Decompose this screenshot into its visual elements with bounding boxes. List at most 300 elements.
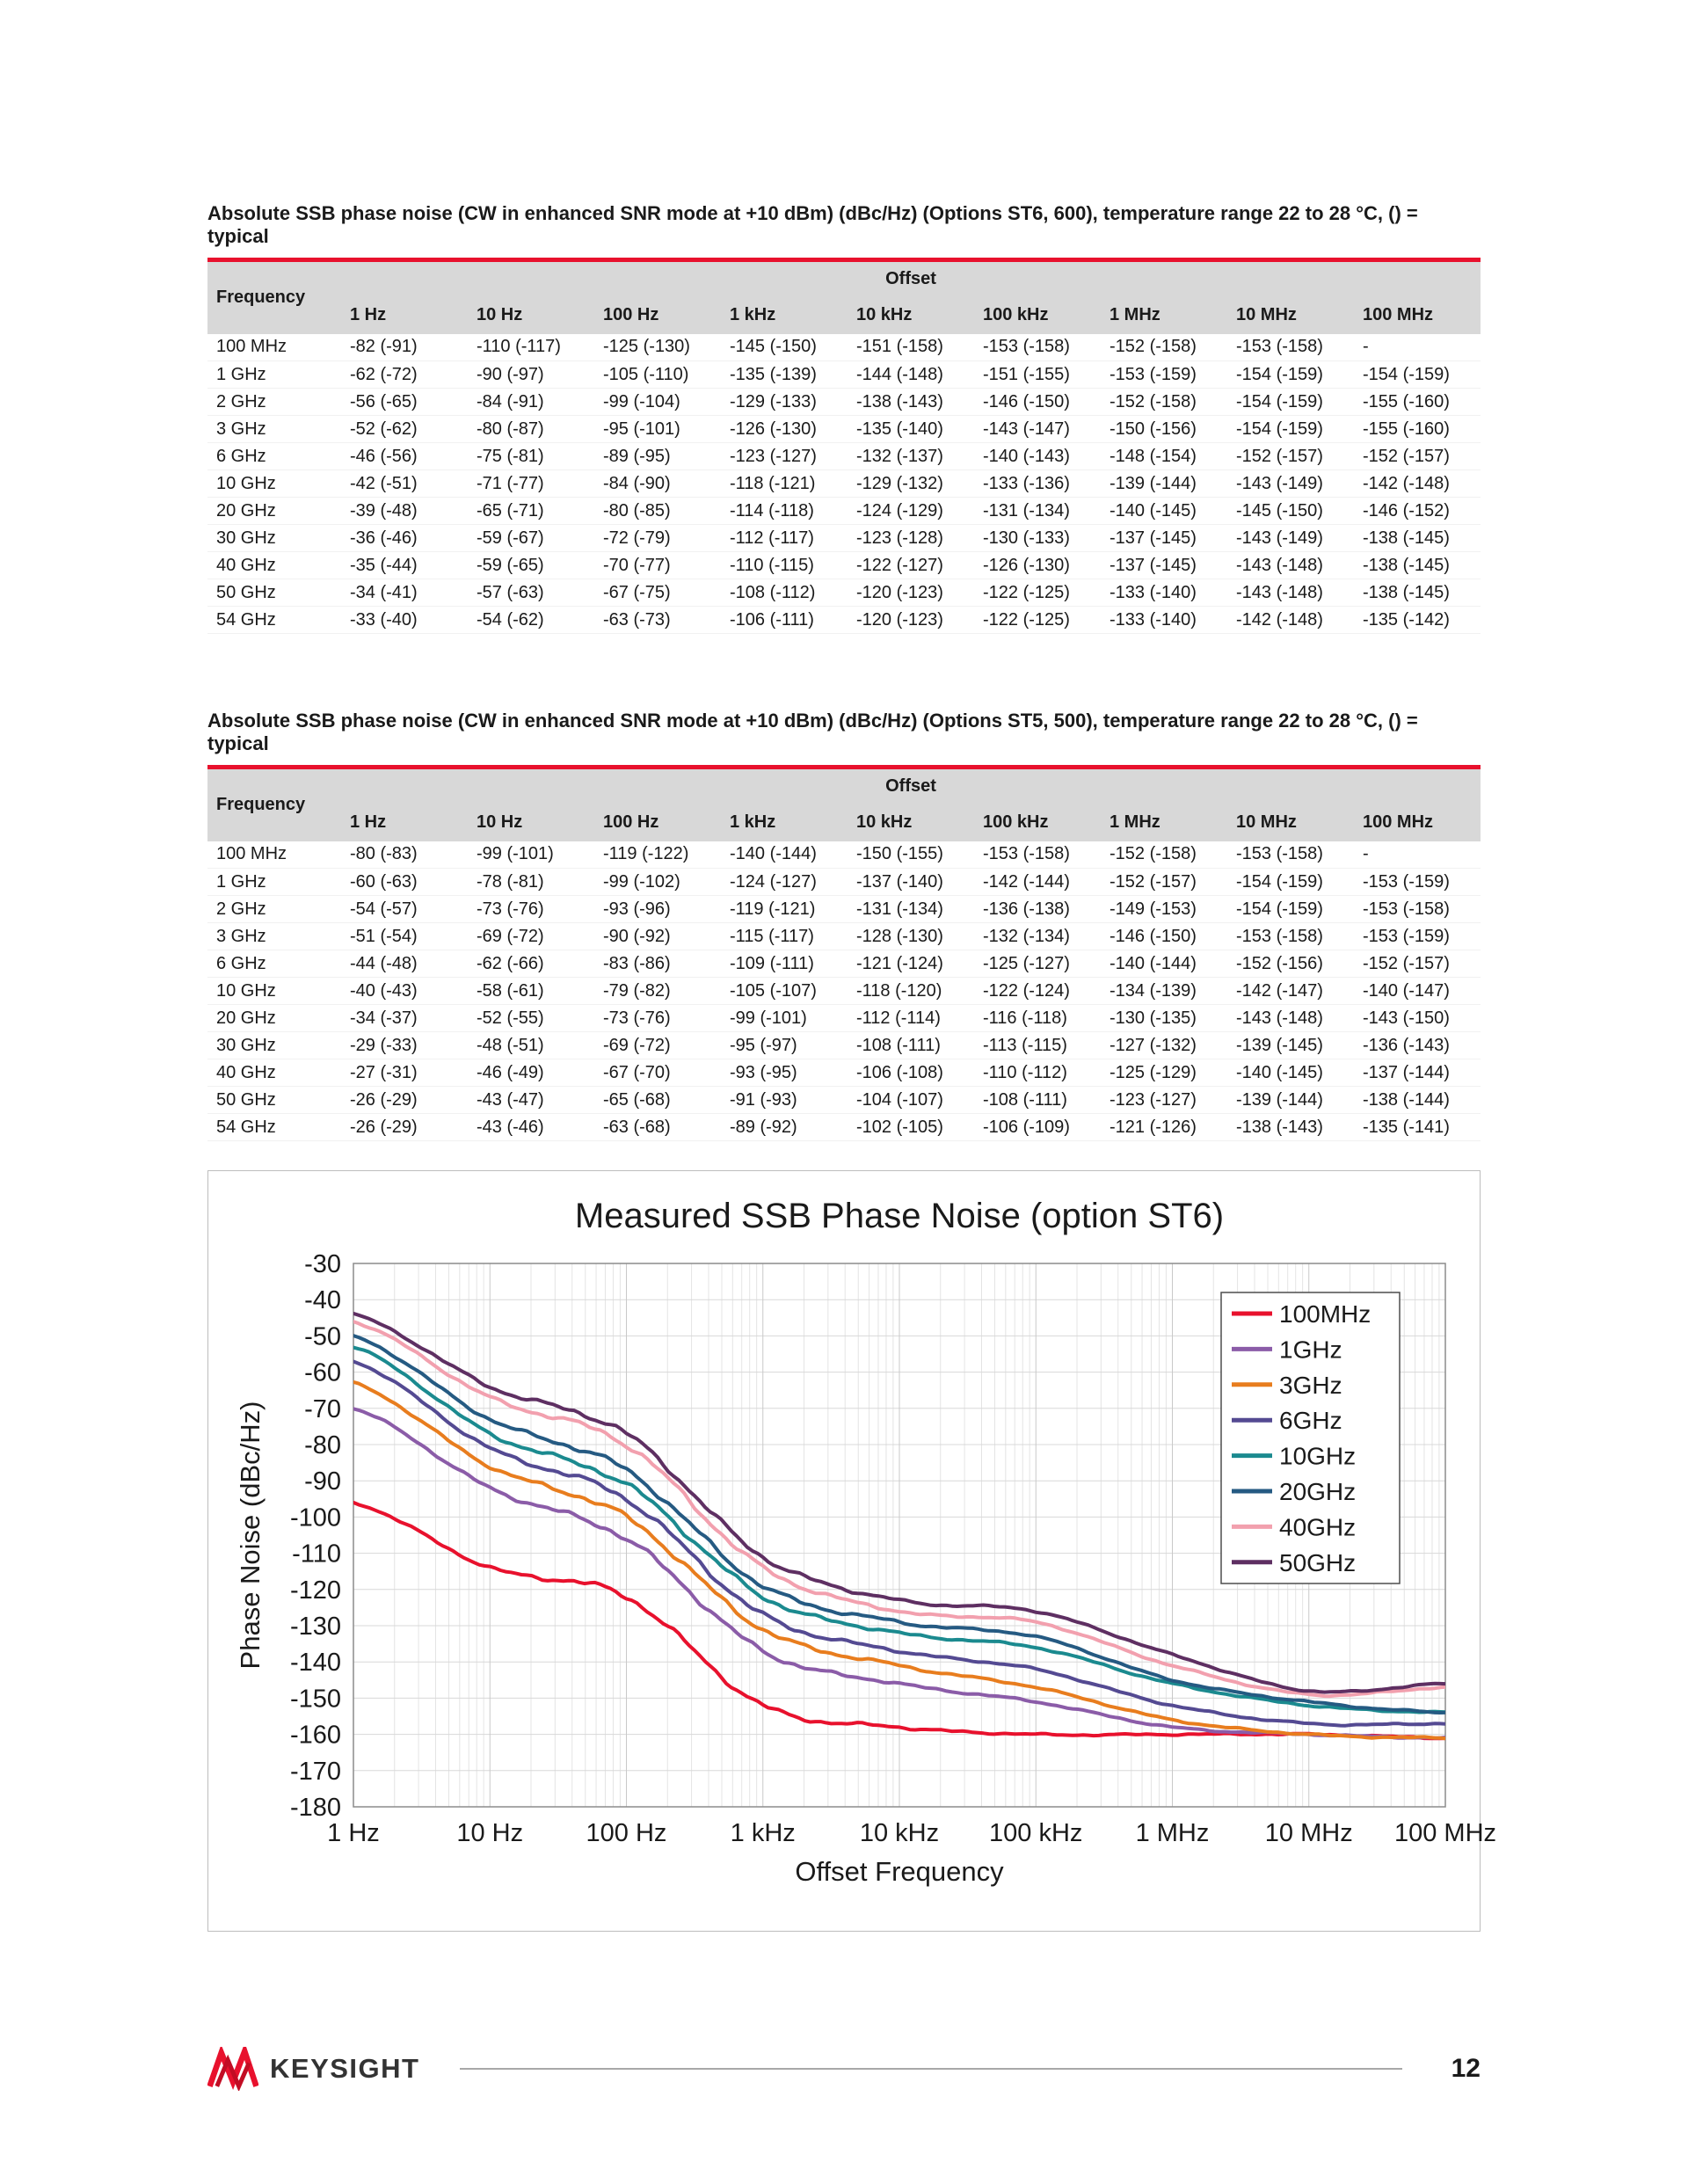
table-cell: -36 (-46) — [341, 525, 468, 552]
table-cell: -67 (-70) — [594, 1059, 721, 1087]
offset-column-header: 10 kHz — [848, 804, 974, 841]
legend-label: 20GHz — [1279, 1478, 1357, 1505]
x-tick-label: 1 kHz — [730, 1819, 796, 1847]
table-cell: -140 (-145) — [1227, 1059, 1354, 1087]
table-cell: -152 (-157) — [1354, 950, 1481, 978]
chart-canvas — [208, 1171, 1497, 1931]
frequency-header: Frequency — [207, 260, 341, 334]
table-cell: -34 (-37) — [341, 1005, 468, 1032]
row-frequency: 3 GHz — [207, 923, 341, 950]
row-frequency: 6 GHz — [207, 443, 341, 470]
table-cell: -143 (-149) — [1227, 470, 1354, 498]
table-cell: -29 (-33) — [341, 1032, 468, 1059]
table-cell: -142 (-144) — [974, 869, 1101, 896]
row-frequency: 10 GHz — [207, 978, 341, 1005]
table-cell: -73 (-76) — [468, 896, 594, 923]
table-cell: -83 (-86) — [594, 950, 721, 978]
table-cell: -140 (-147) — [1354, 978, 1481, 1005]
table-cell: -135 (-142) — [1354, 607, 1481, 634]
table-cell: -125 (-129) — [1101, 1059, 1227, 1087]
table-cell: -123 (-128) — [848, 525, 974, 552]
table-section-st6 — [207, 202, 1481, 634]
table-cell: -82 (-91) — [341, 334, 468, 361]
phase-noise-table — [207, 258, 1481, 634]
table-cell: -34 (-41) — [341, 579, 468, 607]
table-row — [207, 950, 1481, 978]
legend-label: 1GHz — [1279, 1336, 1342, 1364]
table-row — [207, 978, 1481, 1005]
table-cell: -43 (-46) — [468, 1114, 594, 1141]
legend-label: 10GHz — [1279, 1442, 1357, 1470]
table-cell: -35 (-44) — [341, 552, 468, 579]
x-axis-title: Offset Frequency — [795, 1856, 1004, 1887]
table-cell: -121 (-126) — [1101, 1114, 1227, 1141]
table-cell: -153 (-158) — [1227, 923, 1354, 950]
table-cell: -149 (-153) — [1101, 896, 1227, 923]
row-frequency: 30 GHz — [207, 525, 341, 552]
table-cell: -48 (-51) — [468, 1032, 594, 1059]
table-cell: -154 (-159) — [1227, 416, 1354, 443]
table-cell: -119 (-122) — [594, 841, 721, 869]
x-tick-label: 100 kHz — [989, 1819, 1083, 1847]
row-frequency: 1 GHz — [207, 361, 341, 389]
table-cell: -26 (-29) — [341, 1087, 468, 1114]
page-footer — [207, 2040, 1481, 2098]
table-cell: -44 (-48) — [341, 950, 468, 978]
table-row — [207, 841, 1481, 869]
table-cell: -138 (-145) — [1354, 552, 1481, 579]
table-cell: -59 (-65) — [468, 552, 594, 579]
table-cell: - — [1354, 841, 1481, 869]
table-cell: -123 (-127) — [721, 443, 848, 470]
row-frequency: 50 GHz — [207, 579, 341, 607]
table-cell: -42 (-51) — [341, 470, 468, 498]
table-cell: -106 (-111) — [721, 607, 848, 634]
x-tick-label: 100 Hz — [586, 1819, 667, 1847]
legend-label: 3GHz — [1279, 1371, 1342, 1399]
table-cell: -60 (-63) — [341, 869, 468, 896]
table-cell: -125 (-130) — [594, 334, 721, 361]
table-cell: -133 (-136) — [974, 470, 1101, 498]
offset-column-header: 1 Hz — [341, 804, 468, 841]
table-cell: -126 (-130) — [974, 552, 1101, 579]
legend-label: 40GHz — [1279, 1513, 1357, 1541]
table-cell: -90 (-92) — [594, 923, 721, 950]
table-row — [207, 389, 1481, 416]
table-row — [207, 470, 1481, 498]
table-cell: -114 (-118) — [721, 498, 848, 525]
table-title-st5: Absolute SSB phase noise (CW in enhanced SNR mode at +10 dBm) (dBc/Hz) (Options ST5, 500), temperature range 22 to 28 °C, () = typical — [207, 710, 1418, 754]
y-tick-label: -140 — [289, 1649, 341, 1678]
table-row — [207, 607, 1481, 634]
offset-column-header: 10 MHz — [1227, 804, 1354, 841]
table-cell: -80 (-87) — [468, 416, 594, 443]
table-cell: -125 (-127) — [974, 950, 1101, 978]
table-cell: -122 (-125) — [974, 579, 1101, 607]
y-tick-label: -130 — [289, 1613, 341, 1641]
table-cell: -153 (-158) — [974, 334, 1101, 361]
row-frequency: 2 GHz — [207, 896, 341, 923]
table-cell: -80 (-83) — [341, 841, 468, 869]
table-cell: -142 (-147) — [1227, 978, 1354, 1005]
row-frequency: 20 GHz — [207, 1005, 341, 1032]
table-cell: -137 (-140) — [848, 869, 974, 896]
x-tick-label: 10 Hz — [456, 1819, 524, 1847]
table-row — [207, 443, 1481, 470]
table-cell: -130 (-135) — [1101, 1005, 1227, 1032]
table-cell: -99 (-101) — [468, 841, 594, 869]
y-tick-label: -70 — [304, 1394, 341, 1423]
page-number: 12 — [1451, 2054, 1481, 2083]
table-cell: -138 (-145) — [1354, 579, 1481, 607]
y-axis-title: Phase Noise (dBc/Hz) — [235, 1401, 266, 1670]
table-row — [207, 361, 1481, 389]
table-cell: -136 (-138) — [974, 896, 1101, 923]
table-cell: -75 (-81) — [468, 443, 594, 470]
table-cell: -151 (-155) — [974, 361, 1101, 389]
y-tick-label: -180 — [289, 1794, 341, 1822]
table-cell: -143 (-149) — [1227, 525, 1354, 552]
table-cell: -152 (-156) — [1227, 950, 1354, 978]
table-cell: -143 (-148) — [1227, 1005, 1354, 1032]
frequency-header: Frequency — [207, 768, 341, 841]
table-cell: -46 (-56) — [341, 443, 468, 470]
table-cell: -153 (-158) — [1354, 896, 1481, 923]
table-cell: -146 (-150) — [1101, 923, 1227, 950]
table-row — [207, 896, 1481, 923]
table-cell: -135 (-141) — [1354, 1114, 1481, 1141]
table-cell: -153 (-159) — [1354, 923, 1481, 950]
row-frequency: 3 GHz — [207, 416, 341, 443]
table-cell: -152 (-158) — [1101, 389, 1227, 416]
table-cell: -140 (-145) — [1101, 498, 1227, 525]
table-cell: -128 (-130) — [848, 923, 974, 950]
table-cell: -51 (-54) — [341, 923, 468, 950]
table-cell: -39 (-48) — [341, 498, 468, 525]
table-cell: -69 (-72) — [594, 1032, 721, 1059]
table-cell: -152 (-157) — [1227, 443, 1354, 470]
table-cell: -67 (-75) — [594, 579, 721, 607]
table-cell: -133 (-140) — [1101, 579, 1227, 607]
phase-noise-chart — [207, 1170, 1497, 1932]
table-cell: -33 (-40) — [341, 607, 468, 634]
offset-column-header: 10 MHz — [1227, 297, 1354, 334]
table-cell: -95 (-101) — [594, 416, 721, 443]
offset-group-header: Offset — [341, 260, 1481, 297]
table-cell: -122 (-127) — [848, 552, 974, 579]
table-cell: -99 (-101) — [721, 1005, 848, 1032]
table-cell: -139 (-144) — [1101, 470, 1227, 498]
brand-name: KEYSIGHT — [270, 2053, 420, 2084]
table-cell: -142 (-148) — [1227, 607, 1354, 634]
table-cell: -62 (-66) — [468, 950, 594, 978]
keysight-logo — [207, 2047, 419, 2091]
keysight-spark-icon — [207, 2047, 258, 2091]
row-frequency: 54 GHz — [207, 1114, 341, 1141]
table-cell: -143 (-150) — [1354, 1005, 1481, 1032]
x-tick-label: 100 MHz — [1393, 1819, 1497, 1847]
table-row — [207, 1032, 1481, 1059]
table-cell: -150 (-155) — [848, 841, 974, 869]
table-cell: -26 (-29) — [341, 1114, 468, 1141]
table-cell: -105 (-107) — [721, 978, 848, 1005]
table-row — [207, 416, 1481, 443]
row-frequency: 50 GHz — [207, 1087, 341, 1114]
table-cell: -137 (-145) — [1101, 552, 1227, 579]
table-cell: -145 (-150) — [721, 334, 848, 361]
offset-column-header: 10 kHz — [848, 297, 974, 334]
table-cell: -58 (-61) — [468, 978, 594, 1005]
legend-label: 50GHz — [1279, 1548, 1357, 1576]
table-cell: -150 (-156) — [1101, 416, 1227, 443]
table-cell: -89 (-95) — [594, 443, 721, 470]
table-cell: -143 (-147) — [974, 416, 1101, 443]
table-cell: -154 (-159) — [1227, 389, 1354, 416]
x-axis-ticks — [327, 1819, 1496, 1847]
table-cell: -126 (-130) — [721, 416, 848, 443]
table-cell: -65 (-68) — [594, 1087, 721, 1114]
offset-column-header: 1 MHz — [1101, 804, 1227, 841]
table-cell: -118 (-120) — [848, 978, 974, 1005]
table-cell: -40 (-43) — [341, 978, 468, 1005]
table-row — [207, 498, 1481, 525]
table-title-st6: Absolute SSB phase noise (CW in enhanced SNR mode at +10 dBm) (dBc/Hz) (Options ST6, 600), temperature range 22 to 28 °C, () = typical — [207, 202, 1418, 247]
row-frequency: 54 GHz — [207, 607, 341, 634]
table-cell: -138 (-143) — [848, 389, 974, 416]
table-row — [207, 334, 1481, 361]
table-cell: -43 (-47) — [468, 1087, 594, 1114]
table-section-st5 — [207, 710, 1481, 1141]
table-cell: -155 (-160) — [1354, 389, 1481, 416]
row-frequency: 10 GHz — [207, 470, 341, 498]
table-cell: -99 (-102) — [594, 869, 721, 896]
table-cell: -118 (-121) — [721, 470, 848, 498]
table-cell: -129 (-133) — [721, 389, 848, 416]
offset-column-header: 100 MHz — [1354, 297, 1481, 334]
table-cell: -108 (-111) — [848, 1032, 974, 1059]
table-cell: -139 (-145) — [1227, 1032, 1354, 1059]
offset-column-header: 1 kHz — [721, 297, 848, 334]
table-cell: -124 (-129) — [848, 498, 974, 525]
table-row — [207, 923, 1481, 950]
table-cell: -152 (-157) — [1101, 869, 1227, 896]
table-row — [207, 1087, 1481, 1114]
y-tick-label: -150 — [289, 1685, 341, 1714]
y-tick-label: -110 — [292, 1540, 341, 1569]
chart-legend — [1221, 1292, 1400, 1583]
table-cell: -71 (-77) — [468, 470, 594, 498]
table-cell: -73 (-76) — [594, 1005, 721, 1032]
table-cell: -131 (-134) — [848, 896, 974, 923]
table-cell: -110 (-112) — [974, 1059, 1101, 1087]
table-cell: -144 (-148) — [848, 361, 974, 389]
offset-column-header: 100 Hz — [594, 804, 721, 841]
table-cell: -93 (-96) — [594, 896, 721, 923]
table-cell: -99 (-104) — [594, 389, 721, 416]
table-cell: -152 (-157) — [1354, 443, 1481, 470]
table-cell: -121 (-124) — [848, 950, 974, 978]
table-cell: -154 (-159) — [1227, 361, 1354, 389]
table-cell: -130 (-133) — [974, 525, 1101, 552]
table-cell: -79 (-82) — [594, 978, 721, 1005]
table-cell: -110 (-115) — [721, 552, 848, 579]
table-cell: -142 (-148) — [1354, 470, 1481, 498]
table-cell: -80 (-85) — [594, 498, 721, 525]
table-cell: -131 (-134) — [974, 498, 1101, 525]
table-cell: -151 (-158) — [848, 334, 974, 361]
table-cell: -113 (-115) — [974, 1032, 1101, 1059]
table-cell: -104 (-107) — [848, 1087, 974, 1114]
table-cell: -57 (-63) — [468, 579, 594, 607]
table-cell: -154 (-159) — [1354, 361, 1481, 389]
row-frequency: 1 GHz — [207, 869, 341, 896]
x-tick-label: 1 MHz — [1135, 1819, 1210, 1847]
table-cell: -127 (-132) — [1101, 1032, 1227, 1059]
y-tick-label: -50 — [304, 1322, 341, 1351]
table-cell: -112 (-117) — [721, 525, 848, 552]
offset-column-header: 10 Hz — [468, 804, 594, 841]
table-cell: -59 (-67) — [468, 525, 594, 552]
offset-group-header: Offset — [341, 768, 1481, 804]
table-cell: -52 (-55) — [468, 1005, 594, 1032]
table-cell: -146 (-152) — [1354, 498, 1481, 525]
offset-column-header: 1 MHz — [1101, 297, 1227, 334]
table-cell: -54 (-62) — [468, 607, 594, 634]
y-tick-label: -90 — [304, 1467, 341, 1496]
x-tick-label: 10 MHz — [1264, 1819, 1353, 1847]
table-cell: -129 (-132) — [848, 470, 974, 498]
table-row — [207, 869, 1481, 896]
row-frequency: 100 MHz — [207, 841, 341, 869]
table-cell: -143 (-148) — [1227, 579, 1354, 607]
footer-rule — [460, 2068, 1401, 2070]
phase-noise-table — [207, 765, 1481, 1141]
offset-column-header: 100 Hz — [594, 297, 721, 334]
table-cell: -136 (-143) — [1354, 1032, 1481, 1059]
offset-column-header: 1 Hz — [341, 297, 468, 334]
table-cell: -138 (-145) — [1354, 525, 1481, 552]
table-cell: -46 (-49) — [468, 1059, 594, 1087]
table-cell: -122 (-124) — [974, 978, 1101, 1005]
table-cell: -138 (-143) — [1227, 1114, 1354, 1141]
table-row — [207, 1059, 1481, 1087]
x-tick-label: 1 Hz — [327, 1819, 380, 1847]
offset-column-header: 1 kHz — [721, 804, 848, 841]
table-cell: -78 (-81) — [468, 869, 594, 896]
table-row — [207, 1114, 1481, 1141]
table-cell: -148 (-154) — [1101, 443, 1227, 470]
table-cell: -106 (-108) — [848, 1059, 974, 1087]
table-cell: - — [1354, 334, 1481, 361]
table-cell: -65 (-71) — [468, 498, 594, 525]
table-cell: -119 (-121) — [721, 896, 848, 923]
table-cell: -153 (-158) — [1227, 334, 1354, 361]
chart-title: Measured SSB Phase Noise (option ST6) — [574, 1197, 1225, 1235]
table-cell: -52 (-62) — [341, 416, 468, 443]
table-cell: -155 (-160) — [1354, 416, 1481, 443]
offset-column-header: 100 kHz — [974, 804, 1101, 841]
y-tick-label: -100 — [289, 1503, 341, 1532]
table-cell: -110 (-117) — [468, 334, 594, 361]
row-frequency: 6 GHz — [207, 950, 341, 978]
table-cell: -153 (-159) — [1101, 361, 1227, 389]
table-cell: -152 (-158) — [1101, 841, 1227, 869]
table-cell: -137 (-144) — [1354, 1059, 1481, 1087]
table-row — [207, 552, 1481, 579]
table-cell: -90 (-97) — [468, 361, 594, 389]
table-cell: -102 (-105) — [848, 1114, 974, 1141]
table-cell: -109 (-111) — [721, 950, 848, 978]
table-cell: -152 (-158) — [1101, 334, 1227, 361]
y-tick-label: -160 — [289, 1721, 341, 1750]
y-axis-ticks — [290, 1250, 341, 1822]
table-cell: -54 (-57) — [341, 896, 468, 923]
table-row — [207, 1005, 1481, 1032]
table-cell: -108 (-112) — [721, 579, 848, 607]
table-cell: -27 (-31) — [341, 1059, 468, 1087]
x-tick-label: 10 kHz — [859, 1819, 940, 1847]
table-row — [207, 579, 1481, 607]
table-cell: -91 (-93) — [721, 1087, 848, 1114]
table-cell: -140 (-144) — [1101, 950, 1227, 978]
legend-label: 6GHz — [1279, 1407, 1342, 1435]
row-frequency: 20 GHz — [207, 498, 341, 525]
table-cell: -137 (-145) — [1101, 525, 1227, 552]
table-cell: -95 (-97) — [721, 1032, 848, 1059]
table-cell: -153 (-158) — [974, 841, 1101, 869]
table-cell: -139 (-144) — [1227, 1087, 1354, 1114]
table-cell: -143 (-148) — [1227, 552, 1354, 579]
row-frequency: 100 MHz — [207, 334, 341, 361]
table-cell: -138 (-144) — [1354, 1087, 1481, 1114]
table-cell: -72 (-79) — [594, 525, 721, 552]
page-content — [207, 0, 1497, 1932]
table-cell: -115 (-117) — [721, 923, 848, 950]
y-tick-label: -120 — [289, 1576, 341, 1605]
offset-column-header: 10 Hz — [468, 297, 594, 334]
table-cell: -63 (-68) — [594, 1114, 721, 1141]
table-cell: -84 (-90) — [594, 470, 721, 498]
y-tick-label: -170 — [289, 1757, 341, 1786]
table-cell: -89 (-92) — [721, 1114, 848, 1141]
table-cell: -123 (-127) — [1101, 1087, 1227, 1114]
table-cell: -133 (-140) — [1101, 607, 1227, 634]
table-cell: -106 (-109) — [974, 1114, 1101, 1141]
table-cell: -105 (-110) — [594, 361, 721, 389]
table-cell: -146 (-150) — [974, 389, 1101, 416]
table-cell: -132 (-137) — [848, 443, 974, 470]
table-cell: -154 (-159) — [1227, 869, 1354, 896]
row-frequency: 2 GHz — [207, 389, 341, 416]
table-cell: -134 (-139) — [1101, 978, 1227, 1005]
table-cell: -70 (-77) — [594, 552, 721, 579]
row-frequency: 40 GHz — [207, 552, 341, 579]
table-cell: -62 (-72) — [341, 361, 468, 389]
table-cell: -153 (-159) — [1354, 869, 1481, 896]
table-cell: -116 (-118) — [974, 1005, 1101, 1032]
table-cell: -93 (-95) — [721, 1059, 848, 1087]
table-row — [207, 525, 1481, 552]
legend-label: 100MHz — [1279, 1300, 1372, 1328]
offset-column-header: 100 kHz — [974, 297, 1101, 334]
y-tick-label: -80 — [304, 1431, 341, 1460]
table-cell: -140 (-143) — [974, 443, 1101, 470]
table-cell: -153 (-158) — [1227, 841, 1354, 869]
table-cell: -140 (-144) — [721, 841, 848, 869]
table-cell: -132 (-134) — [974, 923, 1101, 950]
table-cell: -120 (-123) — [848, 579, 974, 607]
offset-column-header: 100 MHz — [1354, 804, 1481, 841]
